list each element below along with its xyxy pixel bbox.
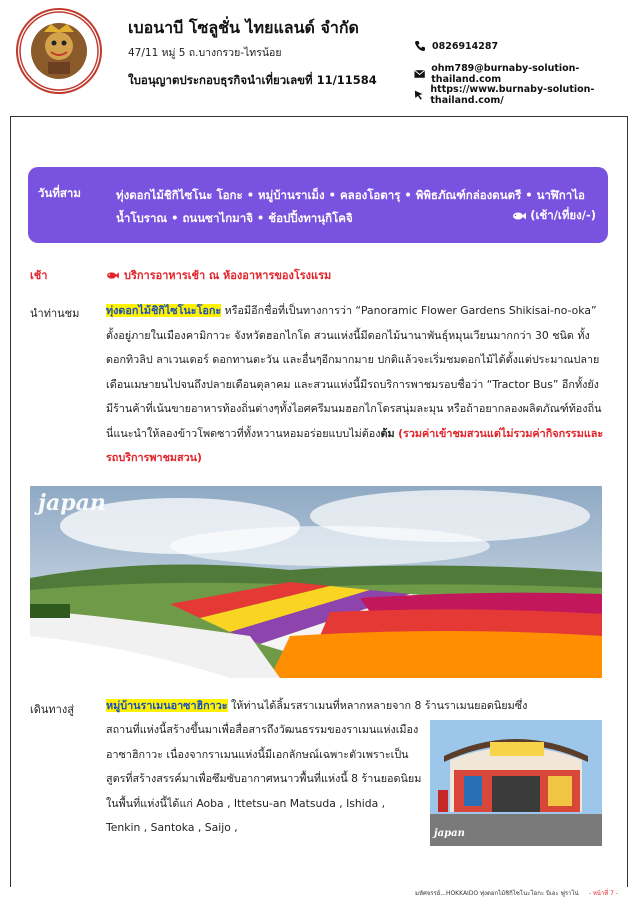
page-footer	[415, 888, 618, 898]
day-itinerary: ทุ่งดอกไม้ชิกิไซโนะ โอกะ • หมู่บ้านราเม็ง • คลองโอตารุ • พิพิธภัณฑ์กล่องดนตรี • นาฬิกาไอน้ำโบราณ • ถนนซาไกมาจิ • ช้อปปิ้งทานุกิโคจิ	[116, 188, 585, 225]
contact-phone[interactable]	[414, 40, 498, 52]
travel-line1: ให้ท่านได้ลิ้มรสราเมนที่หลากหลายจาก 8 ร้านราเมนยอดนิยมซึ่ง	[227, 699, 528, 712]
company-logo	[16, 8, 102, 94]
page-number: - หน้าที่ 7 -	[588, 890, 618, 897]
breakfast-info	[106, 266, 331, 284]
day-banner	[28, 167, 608, 243]
company-name: เบอนาบี โซลูชั่น ไทยแลนด์ จำกัด	[128, 18, 359, 37]
breakfast-label: เช้า	[30, 269, 48, 282]
cursor-icon	[414, 89, 424, 101]
travel-first-line	[106, 694, 606, 719]
ramen-photo-watermark: japan	[434, 828, 465, 839]
contact-website[interactable]	[414, 84, 636, 106]
website-link[interactable]: https://www.burnaby-solution-thailand.com/	[430, 84, 595, 106]
license-number: ใบอนุญาตประกอบธุรกิจนำเที่ยวเลขที่ 11/11584	[128, 73, 377, 87]
fish-icon	[512, 211, 526, 221]
footer-title: มหัศจรรย์...HOKKAIDO ทุ่งดอกไม้ชิกิไซโนะโอกะ บิเอะ ฟูราโน่	[415, 890, 579, 897]
visit-bold-end: ต้ม	[380, 426, 395, 440]
visit-highlight: ทุ่งดอกไม้ชิกิไซโนะโอกะ	[106, 304, 222, 317]
mail-icon	[414, 68, 425, 80]
company-address: 47/11 หมู่ 5 ถ.บางกรวย-ไทรน้อย	[128, 47, 282, 59]
visit-label: นำท่านชม	[30, 307, 80, 320]
ramen-village-photo	[430, 720, 602, 846]
day-label: วันที่สาม	[38, 186, 81, 200]
photo-watermark: japan	[38, 490, 106, 516]
breakfast-text: บริการอาหารเช้า ณ ห้องอาหารของโรงแรม	[124, 269, 332, 282]
fish-icon	[106, 271, 119, 280]
phone-number[interactable]: 0826914287	[432, 40, 499, 52]
meal-info	[512, 207, 596, 225]
meal-text: (เช้า/เที่ยง/-)	[530, 208, 596, 222]
travel-label: เดินทางสู่	[30, 703, 74, 716]
visit-note: (รวมค่าเข้าชมสวนแต่ไม่รวมค่ากิจกรรมและรถบริการพาชมสวน)	[106, 426, 604, 464]
contact-email[interactable]	[414, 63, 636, 85]
flower-field-photo	[30, 486, 602, 678]
travel-description: สถานที่แห่งนี้สร้างขึ้นมาเพื่อสื่อสารถึงวัฒนธรรมของราเมนแห่งเมืองอาซาฮิกาวะ เนื่องจากราเมนแห่งนี้มีเอกลักษณ์เฉพาะตัวเพราะเป็นสูตรที่สร้างสรรค์มาเพื่อซึมซับอากาศหนาวพื้นที่แห่งนี้ 8 ร้านยอดนิยมในพื้นที่แห่งนี้ได้แก่ Aoba , Ittetsu-an Matsuda , Ishida , Tenkin , Santoka , Saijo ,	[106, 723, 422, 834]
visit-body: หรือมีอีกชื่อที่เป็นทางการว่า “Panoramic Flower Gardens Shikisai-no-oka” ตั้งอยู่ภายในเมืองคามิกาวะ จังหวัดฮอกไกโด สวนแห่งนี้มีดอกไม้นานาพันธุ์หมุนเวียนมากกว่า 30 ชนิด ทั้งดอกทิวลิป ลาเวนเดอร์ ดอกทานตะวัน และอื่นๆอีกมากมาย ปกติแล้วจะเริ่มชมดอกไม้ได้ตั้งแต่ประมาณปลายเดือนเมษายนไปจนถึงปลายเดือนตุลาคม และสวนแห่งนี้มีรถบริการพาชมรอบชื่อว่า “Tractor Bus” อีกทั้งยังมีร้านค้าที่เน้นขายอาหารท้องถิ่นต่างๆทั้งไอศครีมนมฮอกไกโดรสนุ่มละมุน หรือถ้าอยากลองผลิตภัณฑ์ท้องถิ่นนี่แนะนำให้ลองข้าวโพดซาวที่ทั้งหวานหอมอร่อยแบบไม่ต้อง	[106, 304, 602, 440]
flower-field-image	[30, 486, 602, 678]
visit-description	[106, 299, 606, 471]
email-address[interactable]: ohm789@burnaby-solution-thailand.com	[431, 63, 580, 85]
travel-highlight: หมู่บ้านราเมนอาซาฮิกาวะ	[106, 699, 228, 712]
phone-icon	[414, 40, 426, 52]
logo-emblem-icon	[18, 10, 100, 92]
